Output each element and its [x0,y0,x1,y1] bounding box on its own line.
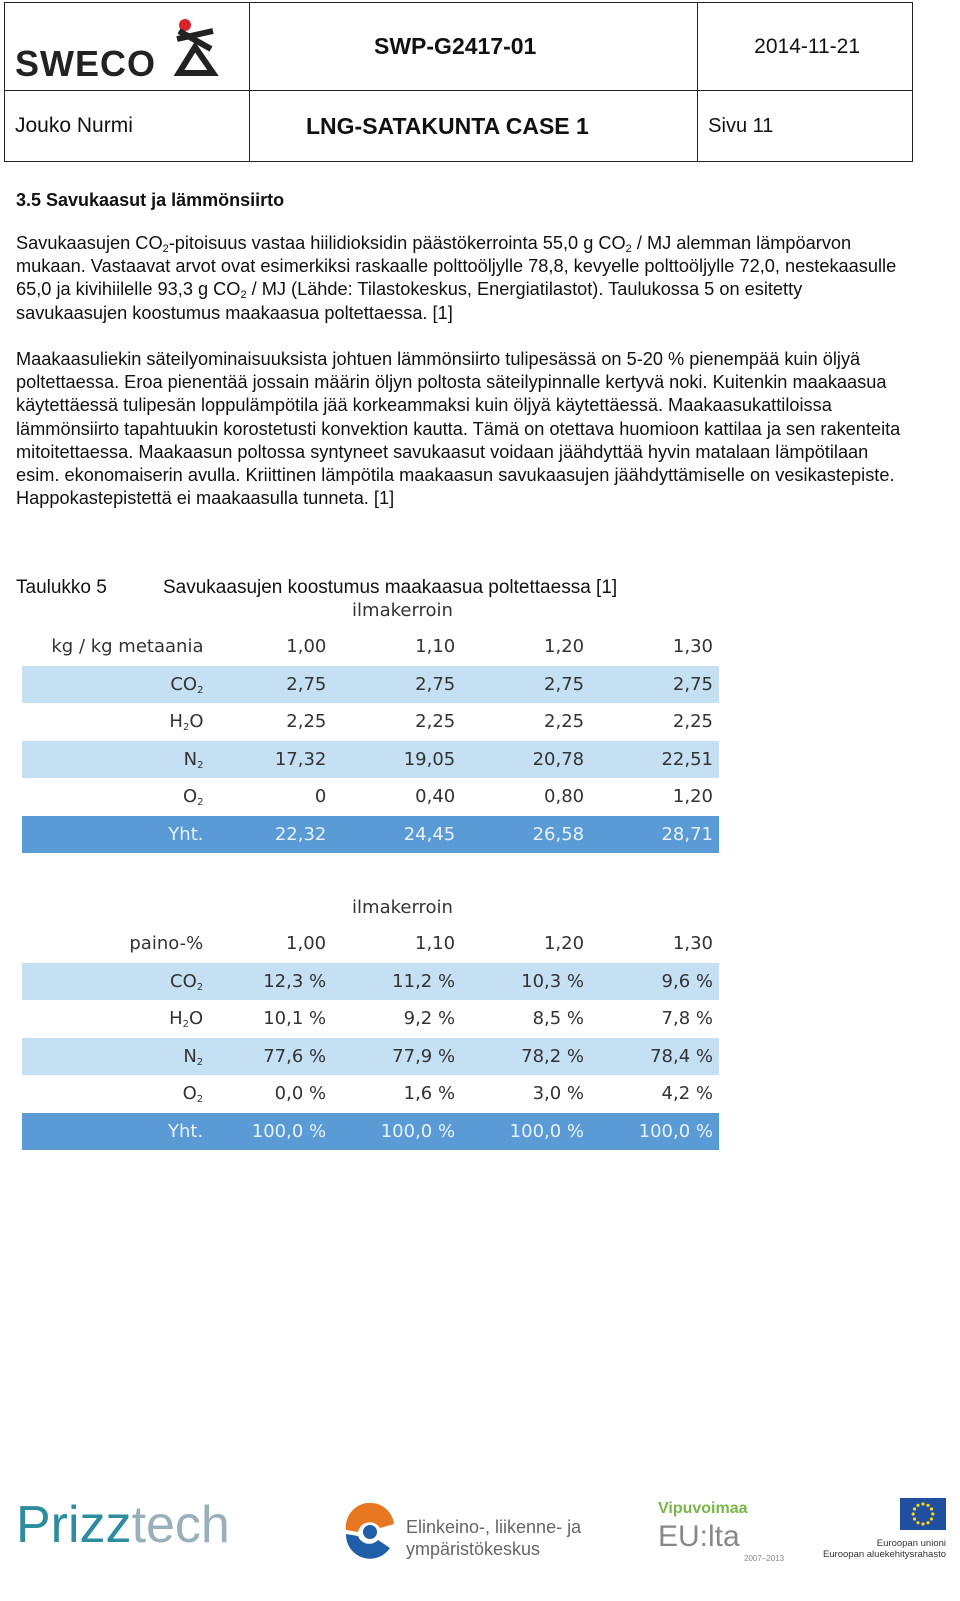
table-row: $H_2O$ 2,25 2,25 2,25 2,25 [22,703,719,741]
table-row: $CO_2$ 12,3 % 11,2 % 10,3 % 9,6 % [22,963,719,1001]
sweco-mark-icon [173,17,219,77]
paragraph-1: Savukaasujen $CO_2$-pitoisuus vastaa hiilidioksidin päästökerrointa 55,0 g $CO_2$ / MJ alemman lämpöarvon mukaan. Vastaavat arvot ovat esimerkiksi raskaalle polttoöljylle 78,8, kevyelle polttoöljylle 72,0, nestekaasulle 65,0 ja kivihiilelle 93,3 g $CO_2$ / MJ (Lähde: Tilastokeskus, Energiatilastot). Taulukossa 5 on esitetty savukaasujen koostumus maakaasua poltettaessa. [1] [16,233,897,323]
eu-logo: Euroopan unioni Euroopan aluekehitysrahasto [822,1498,946,1560]
section-title: 3.5 Savukaasut ja lämmönsiirto [16,190,285,210]
table-header-row: paino-% 1,00 1,10 1,20 1,30 [22,925,719,963]
ely-centre-name: Elinkeino-, liikenne- ja ympäristökeskus [406,1517,582,1559]
table-caption-text: Savukaasujen koostumus maakaasua poltettaessa [1] [163,577,618,598]
table-row: $N_2$ 17,32 19,05 20,78 22,51 [22,741,719,779]
composition-table-percent [22,897,719,1150]
table-total-row: Yht. 22,32 24,45 26,58 28,71 [22,816,719,854]
sweco-logo [5,3,250,91]
logo-text: SWECO [15,43,157,84]
table-caption-number: Taulukko 5 [16,577,107,598]
eu-flag-icon [900,1498,946,1530]
document-id: SWP-G2417-01 [250,3,698,91]
page-number: Sivu 11 [698,91,913,162]
ely-centre-logo-icon [340,1500,402,1562]
author: Jouko Nurmi [5,91,250,162]
table-row: $O_2$ 0,0 % 1,6 % 3,0 % 4,2 % [22,1075,719,1113]
document-date: 2014-11-21 [698,3,913,91]
document-header [4,2,913,162]
table-row: $H_2O$ 10,1 % 9,2 % 8,5 % 7,8 % [22,1000,719,1038]
table-total-row: Yht. 100,0 % 100,0 % 100,0 % 100,0 % [22,1113,719,1151]
table-group-header: ilmakerroin [352,897,453,918]
prizztech-logo: Prizztech [16,1496,230,1554]
table-header-row: kg / kg metaania 1,00 1,10 1,20 1,30 [22,628,719,666]
table-row: $N_2$ 77,6 % 77,9 % 78,2 % 78,4 % [22,1038,719,1076]
table-group-header: ilmakerroin [352,600,453,621]
table-row: $CO_2$ 2,75 2,75 2,75 2,75 [22,666,719,704]
paragraph-2: Maakaasuliekin säteilyominaisuuksista johtuen lämmönsiirto tulipesässä on 5-20 % pienempää kuin öljyä poltettaessa. Eroa pienentää jossain määrin öljyn poltosta säteilypinnalle kertyvä noki. Kuitenkin maakaasua käytettäessä tulipesän loppulämpötila jää korkeammaksi kuin öljyä käytettäessä. Maakaasukattiloissa lämmönsiirto tapahtuukin korostetusti konvektion kautta. Tämä on otettava huomioon kattilaa ja sen rakenteita mitoitettaessa. Maakaasun poltossa syntyneet savukaasut voidaan jäähdyttää hyvin matalaan lämpötilaan esim. ekonomaiserin avulla. Kriittinen lämpötila maakaasun savukaasujen jäähdyttämiselle on vesikastepiste. Happokastepistettä ei maakaasulla tunneta. [1] [16,349,901,509]
table-row: $O_2$ 0 0,40 0,80 1,20 [22,778,719,816]
case-title: LNG-SATAKUNTA CASE 1 [250,91,698,162]
composition-table-mass [22,600,719,853]
vipuvoimaa-logo: Vipuvoimaa EU:lta 2007–2013 [658,1500,785,1563]
